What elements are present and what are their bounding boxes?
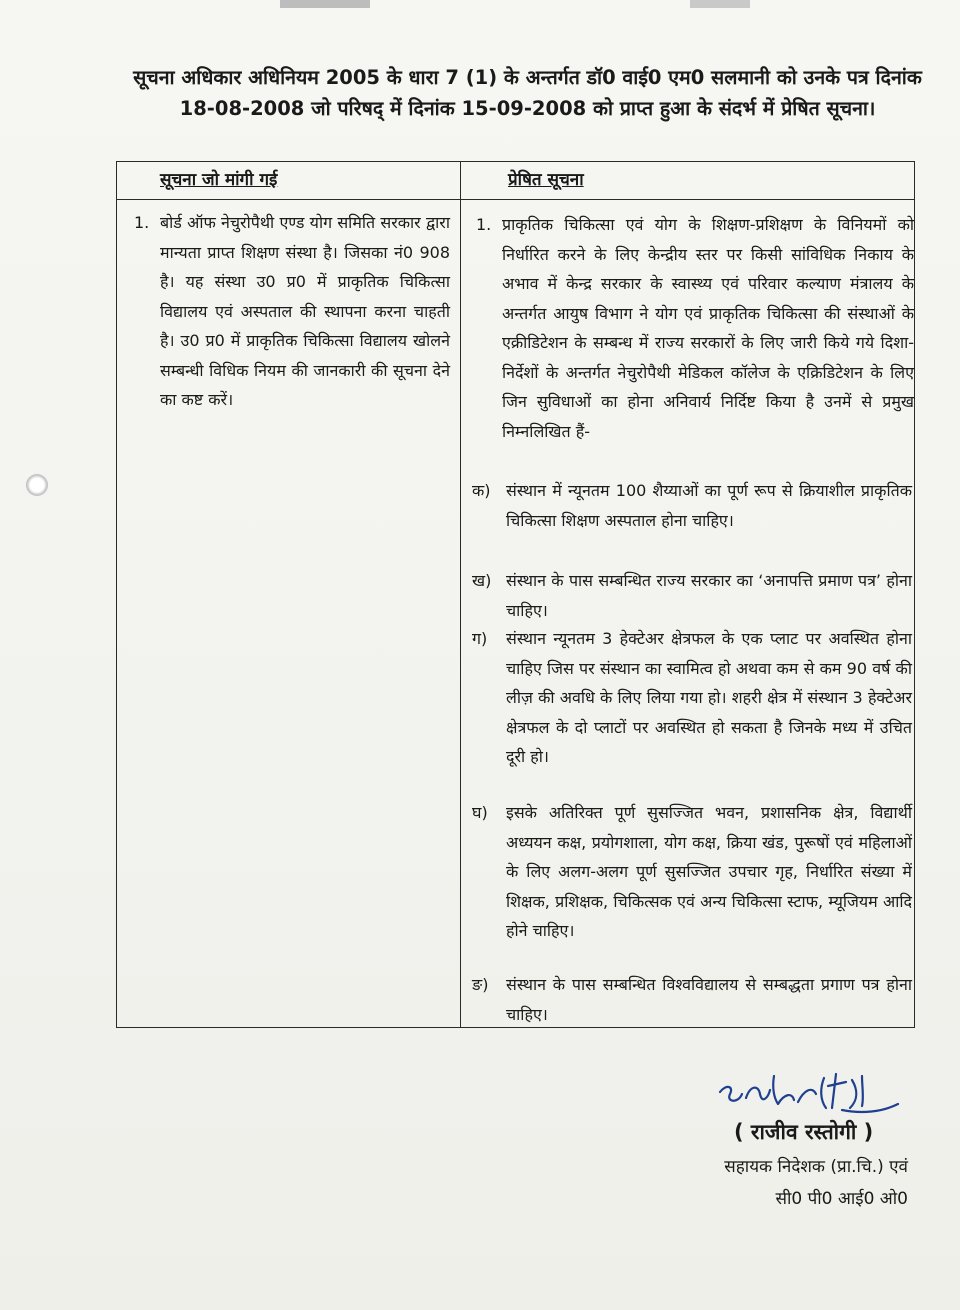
scan-edge-mark <box>690 0 750 8</box>
item-label: क) <box>472 481 491 500</box>
item-text: संस्थान न्यूनतम 3 हेक्टेअर क्षेत्रफल के एक प्लाट पर अवस्थित होना चाहिए जिस पर संस्थान का स्वामित्व हो अथवा कम से कम 90 वर्ष की लीज़ की अवधि के लिए लिया गया हो। शहरी क्षेत्र में संस्थान 3 हेक्टेअर क्षेत्रफल के दो प्लाटों पर अवस्थित हो सकता है जिनके मध्य में उचित दूरी हो। <box>506 629 912 766</box>
scan-edge-mark <box>280 0 370 8</box>
handwritten-signature <box>712 1064 902 1122</box>
signatory-designation: सहायक निदेशक (प्रा.चि.) एवं <box>724 1157 908 1177</box>
table-column-divider <box>460 161 461 1028</box>
column-header-provided: प्रेषित सूचना <box>508 170 584 190</box>
item-text: इसके अतिरिक्त पूर्ण सुसज्जित भवन, प्रशासनिक क्षेत्र, विद्यार्थी अध्ययन कक्ष, प्रयोगशाला, योग कक्ष, क्रिया खंड, पुरूषों एवं महिलाओं के लिए अलग-अलग पूर्ण सुसज्जित उपचार गृह, निर्धारित संख्या में शिक्षक, प्रशिक्षक, चिकित्सक एवं अन्य चिकित्सा स्टाफ, म्यूजियम आदि होने चाहिए। <box>506 803 912 940</box>
signatory-name: ( राजीव रस्तोगी ) <box>734 1120 874 1144</box>
request-text: बोर्ड ऑफ नेचुरोपैथी एण्ड योग समिति सरकार द्वारा मान्यता प्राप्त शिक्षण संस्था है। जिसका नं0 908 है। यह संस्था उ0 प्र0 में प्राकृतिक चिकित्सा विद्यालय एवं अस्पताल की स्थापना करना चाहती है। उ0 प्र0 में प्राकृतिक चिकित्सा विद्यालय खोलने सम्बन्धी विधिक नियम की जानकारी की सूचना देने का कष्ट करें। <box>160 213 450 409</box>
column-header-requested: सूचना जो मांगी गई <box>160 170 278 190</box>
item-label: ख) <box>472 571 492 590</box>
item-label: ग) <box>472 629 488 648</box>
item-label: ङ) <box>472 975 489 994</box>
document-title: सूचना अधिकार अधिनियम 2005 के धारा 7 (1) के अन्तर्गत डॉ0 वाई0 एम0 सलमानी को उनके पत्र दिनांक 18-08-2008 जो परिषद् में दिनांक 15-09-2008 को प्राप्त हुआ के संदर्भ में प्रेषित सूचना। <box>133 66 922 120</box>
table-header-divider <box>116 199 915 200</box>
request-number: 1. <box>134 213 150 232</box>
item-text: संस्थान के पास सम्बन्धित विश्वविद्यालय से सम्बद्धता प्रगाण पत्र होना चाहिए। <box>506 975 912 1024</box>
signatory-designation: सी0 पी0 आई0 ओ0 <box>775 1189 908 1209</box>
item-text: संस्थान के पास सम्बन्धित राज्य सरकार का ‘अनापत्ति प्रमाण पत्र’ होना चाहिए। <box>506 571 912 620</box>
punch-hole <box>26 474 48 496</box>
item-text: संस्थान में न्यूनतम 100 शैय्याओं का पूर्ण रूप से क्रियाशील प्राकृतिक चिकित्सा शिक्षण अस्पताल होना चाहिए। <box>506 481 912 530</box>
response-intro: प्राकृतिक चिकित्सा एवं योग के शिक्षण-प्रशिक्षण के विनियमों को निर्धारित करने के लिए केन्द्रीय स्तर पर किसी सांविधिक निकाय के अभाव में केन्द्र सरकार के स्वास्थ्य एवं परिवार कल्याण मंत्रालय के अन्तर्गत आयुष विभाग ने योग एवं प्राकृतिक चिकित्सा की संस्थाओं के एक्रीडिटेशन के सम्बन्ध में राज्य सरकारों के लिए जारी किये गये दिशा-निर्देशों के अन्तर्गत नेचुरोपैथी मेडिकल कॉलेज के एक्रिडिटेशन के लिए जिन सुविधाओं का होना अनिवार्य निर्दिष्ट किया है उनमें से प्रमुख निम्नलिखित हैं- <box>502 215 914 441</box>
response-number: 1. <box>476 215 492 234</box>
item-label: घ) <box>472 803 488 822</box>
